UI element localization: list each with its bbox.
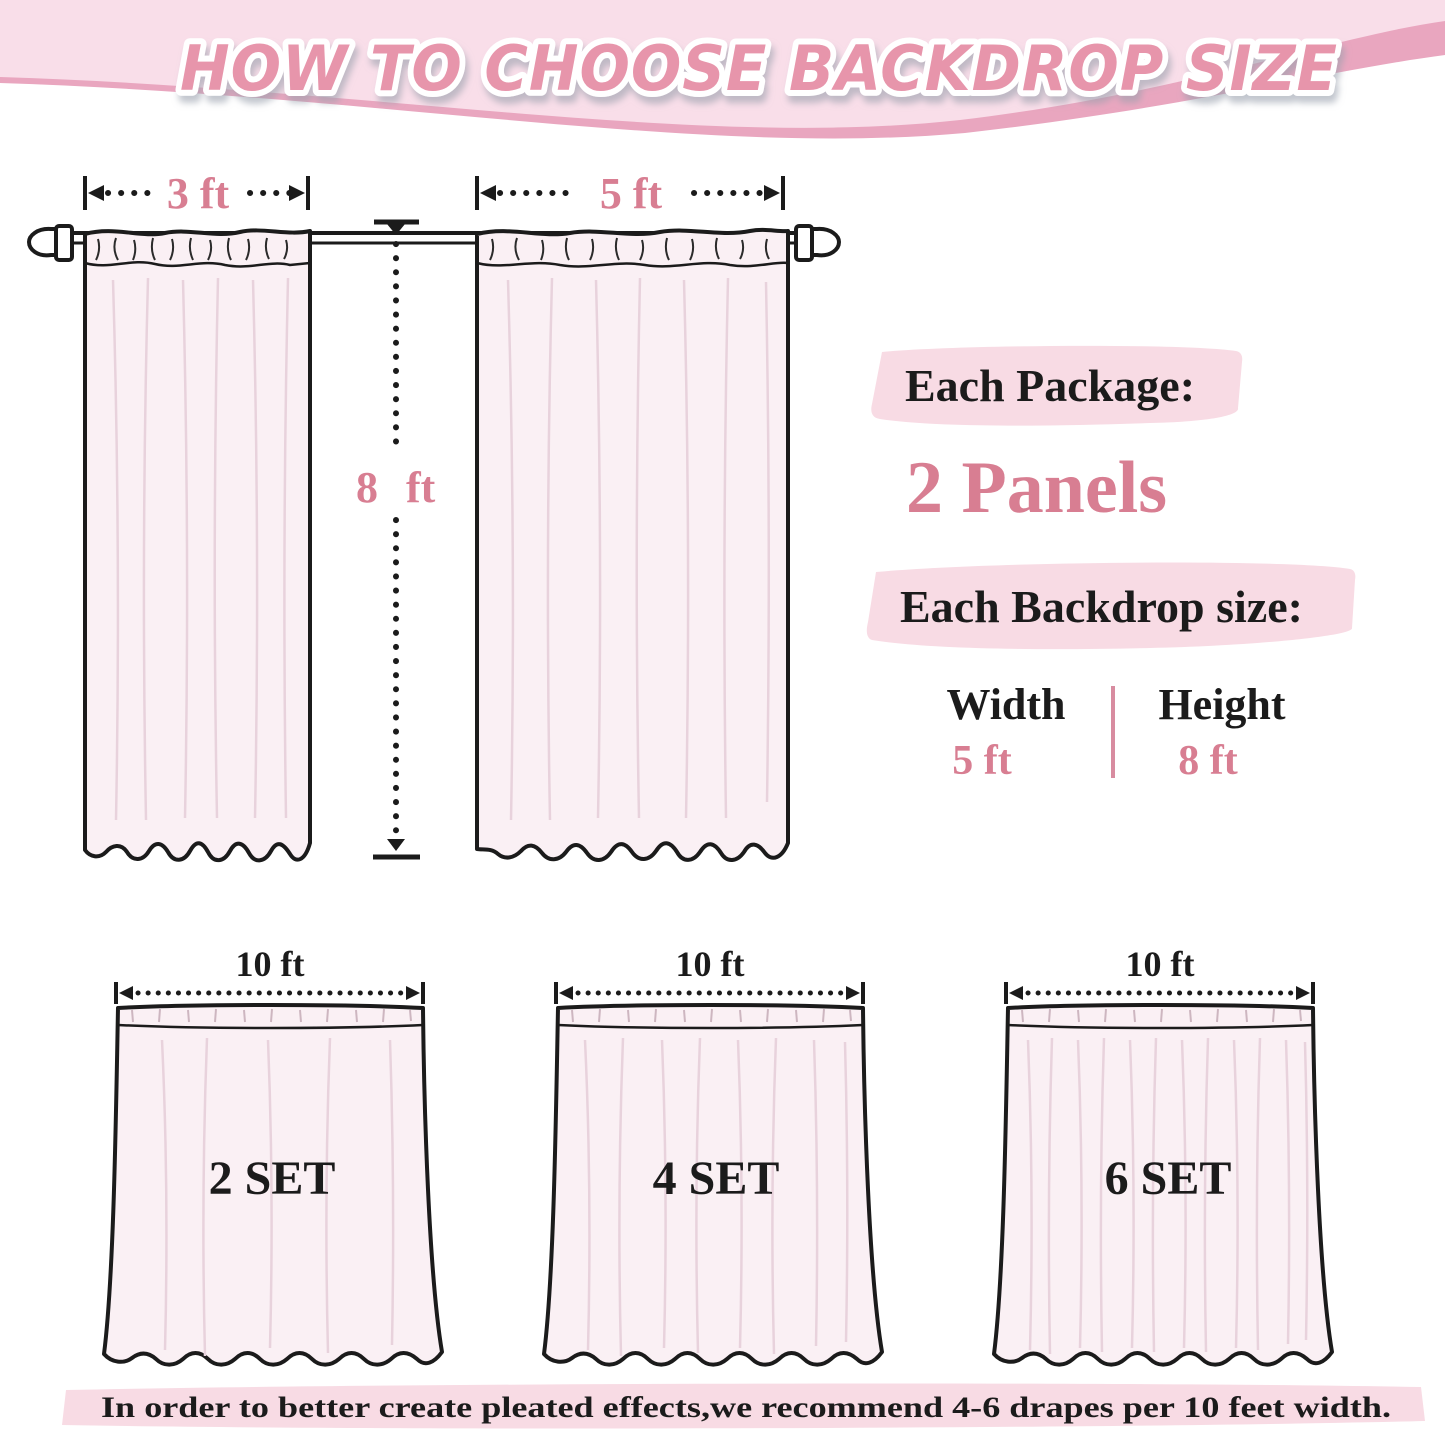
panel2-width-label: 5 ft xyxy=(599,169,663,218)
curtain-panel-5ft xyxy=(477,230,788,860)
height-label: Height xyxy=(1158,680,1286,729)
curtain-panel-3ft xyxy=(85,230,310,860)
set2-width-label: 10 ft xyxy=(675,944,745,984)
panel1-width-label: 3 ft xyxy=(166,169,230,218)
dimension-line-8ft xyxy=(373,222,420,857)
set2-label: 4 SET xyxy=(652,1152,780,1205)
set1-width-label: 10 ft xyxy=(235,944,305,984)
width-label: Width xyxy=(946,680,1066,729)
height-value-label: 8 xyxy=(356,463,378,512)
height-value: 8 ft xyxy=(1178,738,1238,784)
set3-width-label: 10 ft xyxy=(1125,944,1195,984)
rod-finial-right xyxy=(796,226,839,260)
dimension-line-10ft-set1 xyxy=(116,982,423,1004)
dimension-line-10ft-set2 xyxy=(556,982,863,1004)
height-unit-label: ft xyxy=(406,463,436,512)
dimension-line-10ft-set3 xyxy=(1006,982,1313,1004)
width-value: 5 ft xyxy=(952,738,1012,784)
panels-count: 2 Panels xyxy=(906,447,1168,529)
rod-finial-left xyxy=(29,226,72,260)
each-backdrop-label: Each Backdrop size: xyxy=(900,581,1303,632)
page-title: HOW TO CHOOSE BACKDROP SIZE xyxy=(180,32,1338,105)
set3-label: 6 SET xyxy=(1104,1152,1232,1205)
footer-note: In order to better create pleated effects,we recommend 4-6 drapes per 10 feet width. xyxy=(101,1391,1391,1424)
set1-label: 2 SET xyxy=(208,1152,336,1205)
each-package-label: Each Package: xyxy=(905,360,1196,411)
